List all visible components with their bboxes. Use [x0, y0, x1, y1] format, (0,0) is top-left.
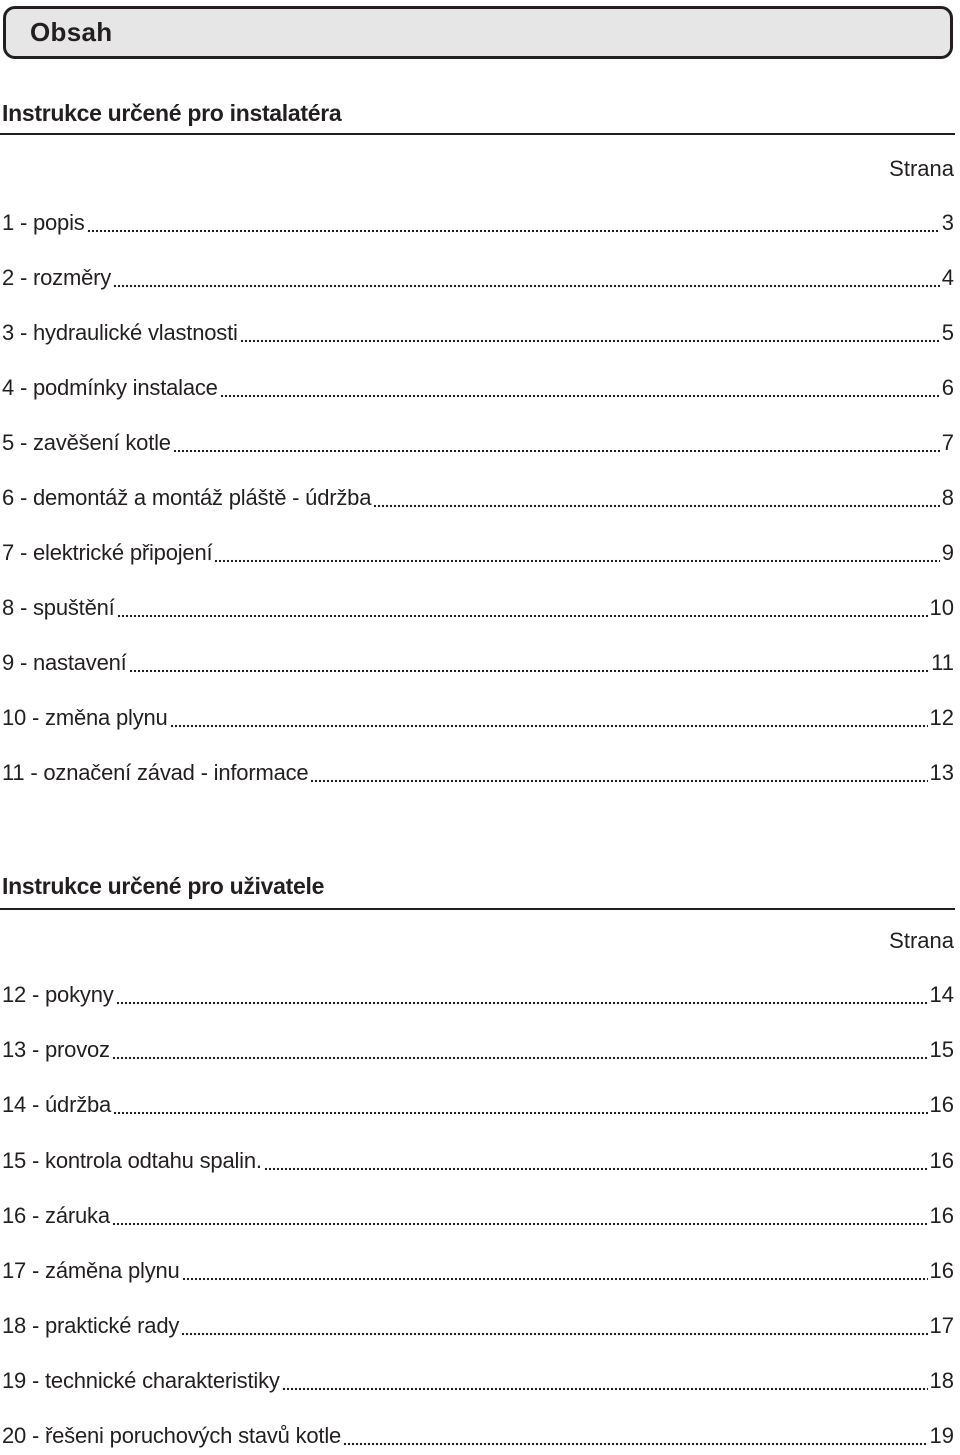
- toc-entry-label: 10 - změna plynu: [2, 705, 168, 730]
- toc-entry[interactable]: [2, 1368, 954, 1398]
- toc-entry[interactable]: [2, 595, 954, 625]
- toc-entry-label: 16 - záruka: [2, 1203, 110, 1228]
- toc-entry-label: 14 - údržba: [2, 1092, 112, 1117]
- toc-entry-page: 10: [929, 595, 954, 620]
- dot-leader: [214, 559, 939, 563]
- section-divider: [0, 133, 955, 135]
- toc-entry-label: 17 - záměna plynu: [2, 1258, 180, 1283]
- toc-entry[interactable]: [2, 705, 954, 735]
- toc-entry-page: 6: [941, 375, 954, 400]
- page-title: Obsah: [30, 17, 113, 47]
- dot-leader: [373, 504, 940, 508]
- toc-entry-label: 18 - praktické rady: [2, 1313, 180, 1338]
- dot-leader: [112, 1222, 928, 1226]
- toc-entry[interactable]: [2, 1423, 954, 1453]
- dot-leader: [113, 1111, 927, 1115]
- toc-entry-label: 20 - řešeni poruchových stavů kotle: [2, 1423, 342, 1448]
- toc-entry-page: 16: [929, 1203, 954, 1228]
- dot-leader: [181, 1332, 927, 1336]
- toc-entry-label: 8 - spuštění: [2, 595, 115, 620]
- toc-entry-label: 12 - pokyny: [2, 982, 114, 1007]
- toc-entry[interactable]: [2, 1313, 954, 1343]
- toc-entry[interactable]: [2, 485, 954, 515]
- dot-leader: [112, 1056, 928, 1060]
- toc-entry[interactable]: [2, 320, 954, 350]
- dot-leader: [310, 779, 927, 783]
- toc-entry-page: 16: [929, 1258, 954, 1283]
- toc-entry-page: 14: [929, 982, 954, 1007]
- toc-entry[interactable]: [2, 1258, 954, 1288]
- toc-entry-page: 3: [941, 210, 954, 235]
- toc-entry-page: 11: [931, 650, 954, 675]
- toc-entry[interactable]: [2, 982, 954, 1012]
- toc-entry[interactable]: [2, 540, 954, 570]
- dot-leader: [87, 229, 940, 233]
- toc-entry-page: 15: [929, 1037, 954, 1062]
- toc-entry-label: 15 - kontrola odtahu spalin.: [2, 1148, 262, 1173]
- toc-entry-page: 4: [941, 265, 954, 290]
- toc-entry[interactable]: [2, 210, 954, 240]
- toc-entry-label: 1 - popis: [2, 210, 85, 235]
- dot-leader: [116, 1001, 928, 1005]
- toc-entry[interactable]: [2, 760, 954, 790]
- toc-entry-label: 6 - demontáž a montáž pláště - údržba: [2, 485, 372, 510]
- dot-leader: [240, 339, 940, 343]
- toc-entry-label: 2 - rozměry: [2, 265, 112, 290]
- toc-entry-page: 17: [929, 1313, 954, 1338]
- toc-entry-page: 19: [929, 1423, 954, 1448]
- toc-entry[interactable]: [2, 265, 954, 295]
- toc-entry-label: 3 - hydraulické vlastnosti: [2, 320, 238, 345]
- section-divider: [0, 908, 955, 910]
- toc-entry-label: 19 - technické charakteristiky: [2, 1368, 280, 1393]
- page-column-header: Strana: [889, 156, 954, 181]
- toc-entry[interactable]: [2, 650, 954, 680]
- toc-entry-page: 9: [941, 540, 954, 565]
- toc-entry[interactable]: [2, 430, 954, 460]
- toc-entry-page: 7: [941, 430, 954, 455]
- toc-entry-page: 16: [929, 1148, 954, 1173]
- dot-leader: [264, 1167, 928, 1171]
- toc-entry-page: 12: [929, 705, 954, 730]
- toc-entry-label: 13 - provoz: [2, 1037, 110, 1062]
- toc-entry-page: 16: [929, 1092, 954, 1117]
- dot-leader: [173, 449, 940, 453]
- dot-leader: [117, 614, 928, 618]
- toc-entry[interactable]: [2, 1148, 954, 1178]
- dot-leader: [113, 284, 940, 288]
- page-column-header: Strana: [889, 928, 954, 953]
- dot-leader: [343, 1442, 927, 1446]
- dot-leader: [129, 669, 930, 673]
- dot-leader: [282, 1387, 928, 1391]
- dot-leader: [220, 394, 940, 398]
- toc-entry-label: 9 - nastavení: [2, 650, 127, 675]
- toc-entry-page: 8: [941, 485, 954, 510]
- toc-entry-label: 7 - elektrické připojení: [2, 540, 213, 565]
- dot-leader: [170, 724, 928, 728]
- toc-entry-label: 11 - označení závad - informace: [2, 760, 309, 785]
- toc-entry-page: 18: [929, 1368, 954, 1393]
- toc-entry[interactable]: [2, 375, 954, 405]
- toc-entry-label: 5 - zavěšení kotle: [2, 430, 171, 455]
- toc-entry[interactable]: [2, 1203, 954, 1233]
- toc-entry-page: 5: [941, 320, 954, 345]
- title-box: [3, 6, 953, 59]
- toc-entry-label: 4 - podmínky instalace: [2, 375, 218, 400]
- section-heading-installer: Instrukce určené pro instalatéra: [2, 100, 342, 126]
- toc-entry[interactable]: [2, 1092, 954, 1122]
- toc-entry[interactable]: [2, 1037, 954, 1067]
- dot-leader: [182, 1277, 928, 1281]
- toc-entry-page: 13: [929, 760, 954, 785]
- section-heading-user: Instrukce určené pro uživatele: [2, 873, 325, 899]
